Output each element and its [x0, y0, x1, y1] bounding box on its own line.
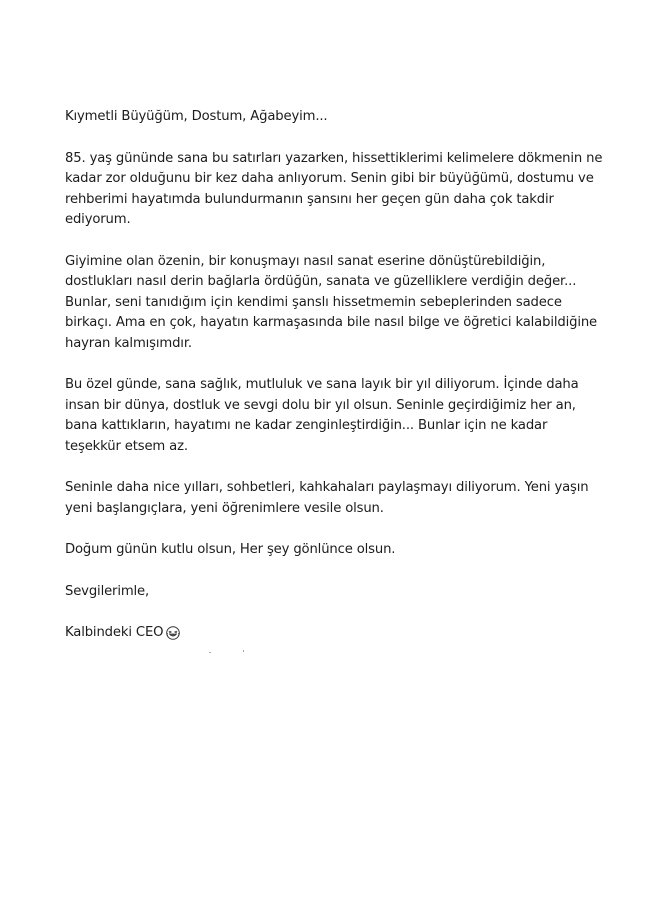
paragraph-line: hayran kalmışımdır.	[65, 335, 192, 351]
signature-name: Kalbindeki CEO	[65, 625, 164, 640]
paragraph-line: teşekkür etsem az.	[65, 438, 188, 454]
paragraph-line: Seninle daha nice yılları, sohbetleri, kahkahaları paylaşmayı diliyorum. Yeni yaşın	[65, 480, 589, 495]
paragraph-3	[65, 375, 605, 457]
laughing-emoji-icon	[166, 626, 180, 640]
paragraph-line: Bu özel günde, sana sağlık, mutluluk ve sana layık bir yıl diliyorum. İçinde daha	[65, 377, 579, 392]
paragraph-line: Giyimine olan özenin, bir konuşmayı nasıl sanat eserine dönüştürebildiğin,	[65, 253, 546, 269]
scan-speck	[243, 650, 244, 652]
letter-body	[65, 107, 605, 644]
paragraph-2	[65, 252, 605, 355]
paragraph-line: 85. yaş gününde sana bu satırları yazarken, hissettiklerimi kelimelere dökmenin ne	[65, 150, 603, 166]
paragraph-line: Doğum günün kutlu olsun, Her şey gönlünce olsun.	[65, 542, 396, 557]
paragraph-line: dostlukları nasıl derin bağlarla ördüğün, sanata ve güzelliklere verdiğin değer...	[65, 274, 577, 289]
paragraph-line: birkaçı. Ama en çok, hayatın karmaşasında bile nasıl bilge ve öğretici kalabildiğine	[65, 315, 598, 330]
paragraph-line: insan bir dünya, dostluk ve sevgi dolu bir yıl olsun. Seninle geçirdiğimiz her an,	[65, 397, 576, 413]
paragraph-5	[65, 540, 605, 561]
paragraph-line: kadar zor olduğunu bir kez daha anlıyorum. Senin gibi bir büyüğümü, dostumu ve	[65, 171, 594, 186]
closing: Sevgilerimle,	[65, 583, 150, 599]
paragraph-line: bana kattıkların, hayatımı ne kadar zenginleştirdiğin... Bunlar için ne kadar	[65, 418, 548, 433]
paragraph-line: ediyorum.	[65, 212, 131, 227]
paragraph-line: rehberimi hayatımda bulundurmanın şansını her geçen gün daha çok takdir	[65, 191, 554, 207]
paragraph-line: yeni başlangıçlara, yeni öğrenimlere vesile olsun.	[65, 500, 384, 516]
paragraph-4	[65, 478, 605, 519]
scan-speck	[209, 652, 211, 653]
signature	[65, 623, 605, 644]
paragraph-1	[65, 149, 605, 231]
paragraph-line: Bunlar, seni tanıdığım için kendimi şanslı hissetmemin sebeplerinden sadece	[65, 294, 562, 310]
salutation: Kıymetli Büyüğüm, Dostum, Ağabeyim...	[65, 109, 328, 124]
